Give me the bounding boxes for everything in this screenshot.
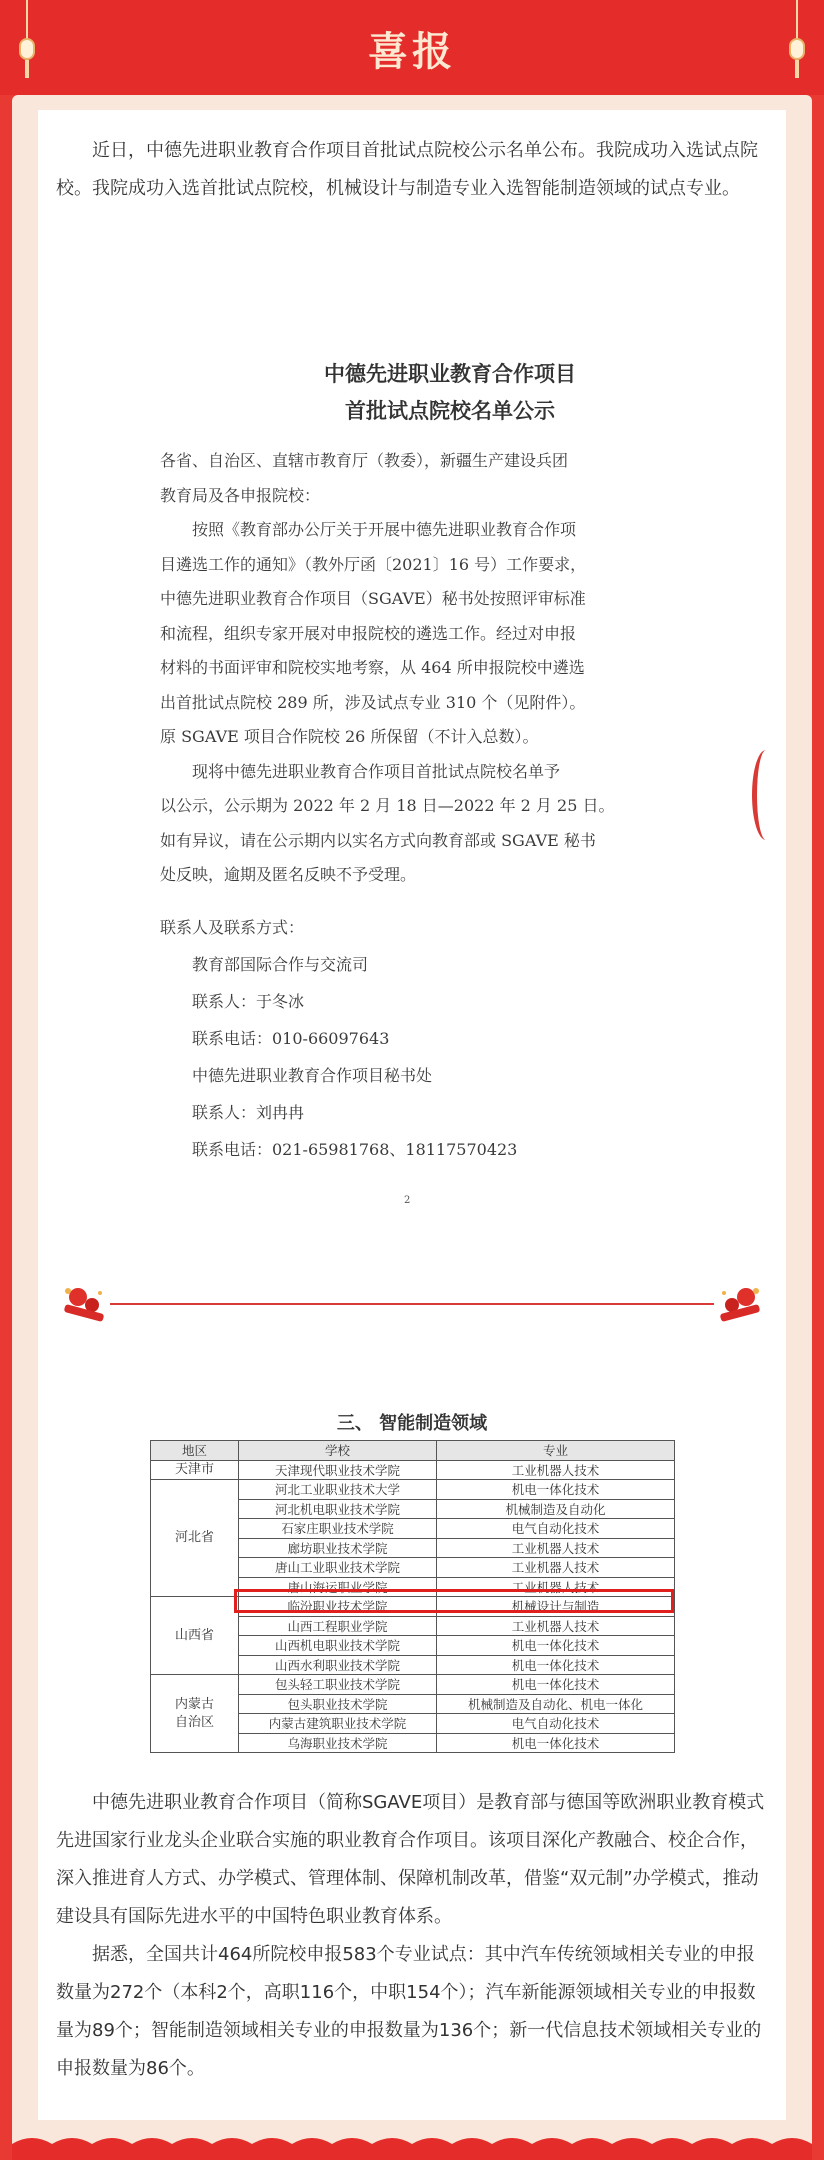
school-cell: 山西机电职业技术学院 [239,1636,437,1656]
major-cell: 机电一体化技术 [437,1636,675,1656]
school-cell: 包头职业技术学院 [239,1694,437,1714]
school-cell: 河北工业职业技术大学 [239,1480,437,1500]
school-cell: 石家庄职业技术学院 [239,1519,437,1539]
contact-line: 联系电话：010-66097643 [192,1029,390,1048]
notice-line: 现将中德先进职业教育合作项目首批试点院校名单予 [160,761,561,781]
major-cell: 机械设计与制造 [437,1597,675,1617]
school-cell: 山西工程职业学院 [239,1616,437,1636]
school-cell: 河北机电职业技术学院 [239,1499,437,1519]
major-cell: 工业机器人技术 [437,1558,675,1578]
notice-line: 以公示，公示期为 2022 年 2 月 18 日—2022 年 2 月 25 日。 [160,796,615,815]
region-cell: 天津市 [151,1460,239,1480]
notice-line: 处反映，逾期及匿名反映不予受理。 [160,865,417,884]
major-cell: 电气自动化技术 [437,1714,675,1734]
firecracker-left-icon [56,1283,112,1327]
region-line: 内蒙古 [174,1696,214,1712]
major-cell: 工业机器人技术 [437,1616,675,1636]
major-cell: 机电一体化技术 [437,1733,675,1753]
notice-line: 中德先进职业教育合作项目（SGAVE）秘书处按照评审标准 [160,589,586,608]
school-cell: 天津现代职业技术学院 [239,1460,437,1480]
school-cell: 临汾职业技术学院 [239,1597,437,1617]
intro-paragraph: 近日，中德先进职业教育合作项目首批试点院校公示名单公布。我院成功入选试点院校。我院成功入选首批试点院校，机械设计与制造专业入选智能制造领域的试点专业。 [56,140,758,199]
notice-title-line1: 中德先进职业教育合作项目 [324,362,576,386]
table-title: 三、 智能制造领域 [336,1413,488,1434]
notice-line: 教育局及各申报院校： [160,485,321,505]
notice-line: 原 SGAVE 项目合作院校 26 所保留（不计入总数）。 [160,727,539,746]
contact-line: 联系人：于冬冰 [192,992,305,1011]
notice-line: 按照《教育部办公厅关于开展中德先进职业教育合作项 [160,520,577,539]
notice-line: 各省、自治区、直辖市教育厅（教委），新疆生产建设兵团 [160,451,569,470]
contact-line: 中德先进职业教育合作项目秘书处 [192,1066,433,1085]
major-cell: 工业机器人技术 [437,1538,675,1558]
major-cell: 机电一体化技术 [437,1655,675,1675]
outro-paragraph-1: 中德先进职业教育合作项目（简称SGAVE项目）是教育部与德国等欧洲职业教育模式先进国家行业龙头企业联合实施的职业教育合作项目。该项目深化产教融合、校企合作，深入推进育人方式、办学模式、管理体制、保障机制改革，借鉴“双元制”办学模式，推动建设具有国际先进水平的中国特色职业教育体系。 [56,1792,765,1927]
bottom-wave-decoration [12,2132,812,2160]
major-cell: 机电一体化技术 [437,1480,675,1500]
header-region: 地区 [151,1441,239,1461]
header-school: 学校 [239,1441,437,1461]
major-cell: 工业机器人技术 [437,1460,675,1480]
header-major: 专业 [437,1441,675,1461]
region-cell: 河北省 [151,1480,239,1597]
table-row [151,1480,675,1500]
header-banner [0,0,824,95]
school-cell: 唐山海运职业学院 [239,1577,437,1597]
firecracker-right-icon [712,1283,768,1327]
school-cell: 内蒙古建筑职业技术学院 [239,1714,437,1734]
contact-line: 教育部国际合作与交流司 [192,955,369,974]
region-cell: 山西省 [151,1597,239,1675]
notice-title-line2: 首批试点院校名单公示 [345,399,555,423]
notice-line: 材料的书面评审和院校实地考察，从 464 所申报院校中遴选 [160,658,585,677]
notice-line: 如有异议，请在公示期内以实名方式向教育部或 SGAVE 秘书 [160,830,596,850]
header-title: 喜报 [368,29,456,75]
major-cell: 机械制造及自动化 [437,1499,675,1519]
major-cell: 工业机器人技术 [437,1577,675,1597]
contact-line: 联系电话：021-65981768、18117570423 [192,1140,518,1159]
school-cell: 山西水利职业技术学院 [239,1655,437,1675]
region-line: 自治区 [174,1714,214,1730]
major-cell: 电气自动化技术 [437,1519,675,1539]
outro-paragraph-2: 据悉，全国共计464所院校申报583个专业试点：其中汽车传统领域相关专业的申报数量为272个（本科2个，高职116个，中职154个）；汽车新能源领域相关专业的申报数量为89个；智能制造领域相关专业的申报数量为136个；新一代信息技术领域相关专业的申报数量为86个。 [56,1944,762,2079]
table-row [151,1675,675,1695]
school-cell: 廊坊职业技术学院 [239,1538,437,1558]
notice-line: 出首批试点院校 289 所，涉及试点专业 310 个（见附件）。 [160,692,586,712]
highlight-box [234,1589,674,1613]
contact-heading: 联系人及联系方式： [160,918,305,937]
contact-line: 联系人：刘冉冉 [192,1103,305,1122]
table-row [151,1460,675,1480]
decorative-arc [752,750,780,840]
school-cell: 乌海职业技术学院 [239,1733,437,1753]
school-cell: 包头轻工职业技术学院 [239,1675,437,1695]
notice-scan [150,340,750,1220]
table-header-row [151,1441,675,1461]
school-cell: 唐山工业职业技术学院 [239,1558,437,1578]
lantern-right-icon [786,0,808,80]
major-cell: 机电一体化技术 [437,1675,675,1695]
page-number: 2 [404,1195,411,1206]
divider-line [110,1303,714,1305]
major-cell: 机械制造及自动化、机电一体化 [437,1694,675,1714]
notice-line: 目遴选工作的通知》（教外厅函〔2021〕16 号）工作要求， [160,554,587,574]
region-cell [151,1675,239,1753]
notice-line: 和流程，组织专家开展对申报院校的遴选工作。经过对申报 [160,623,577,643]
